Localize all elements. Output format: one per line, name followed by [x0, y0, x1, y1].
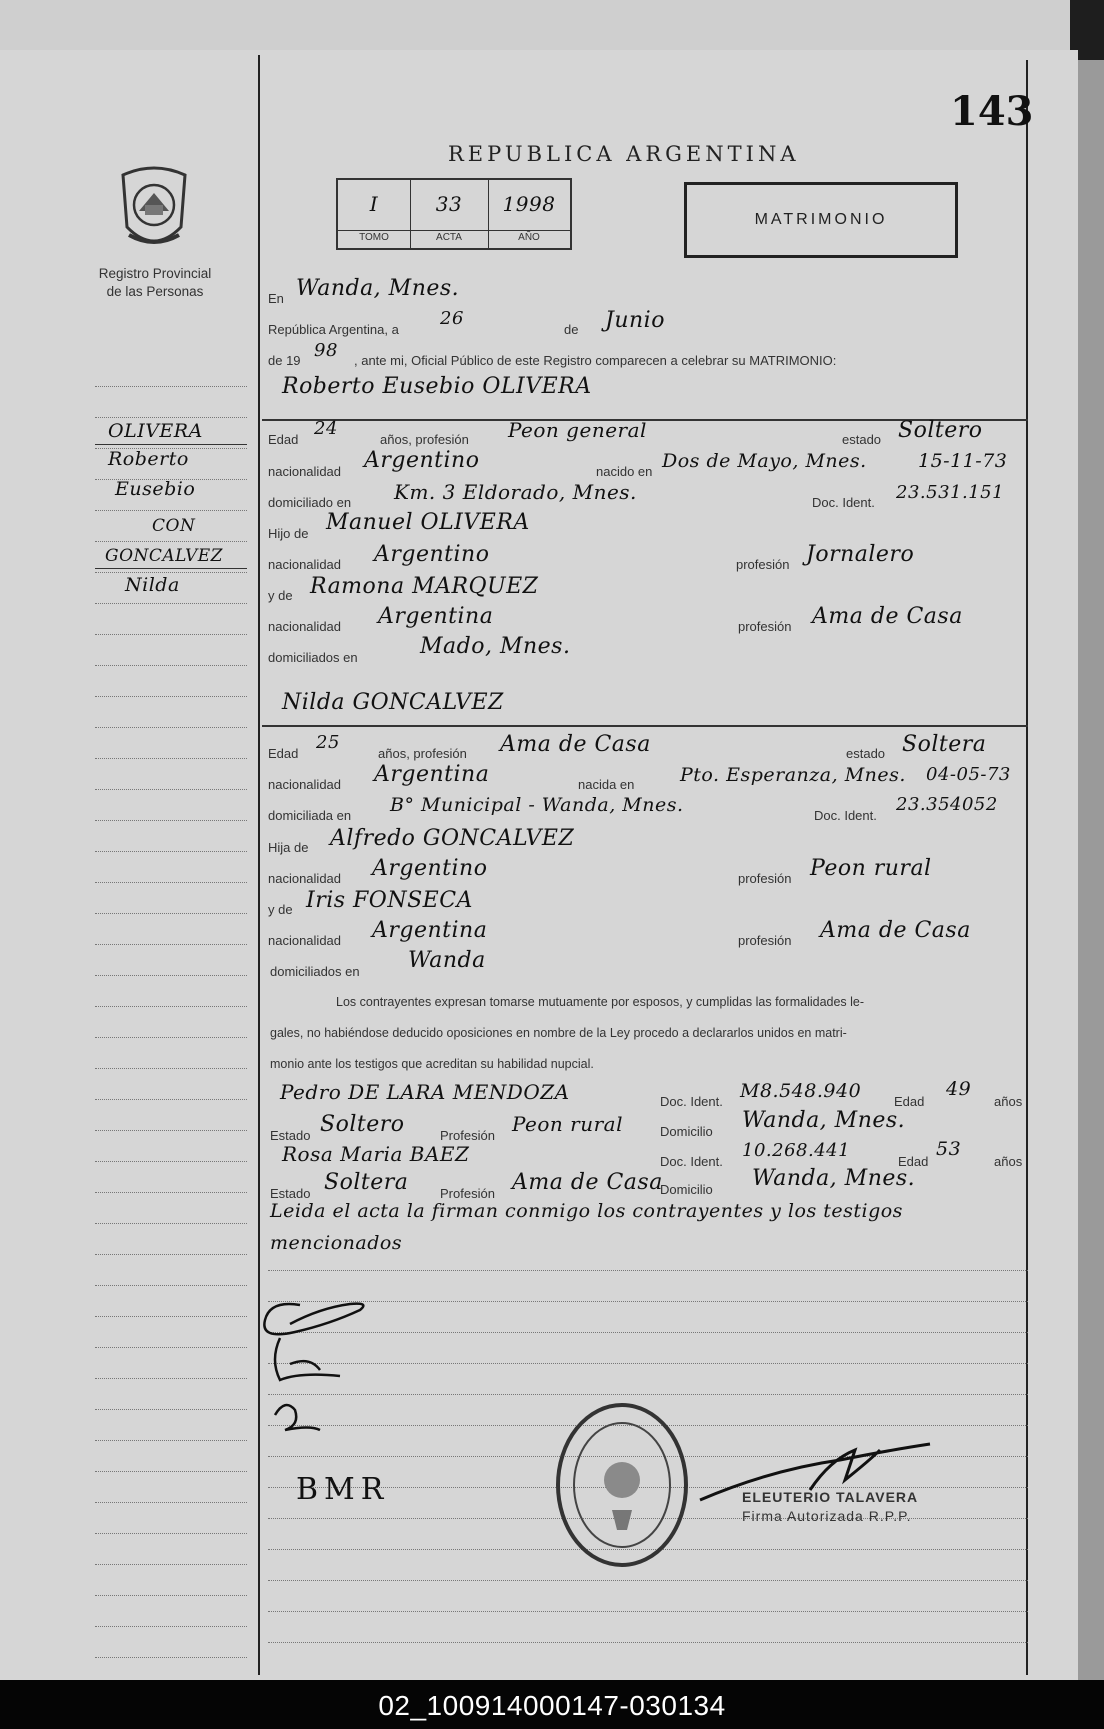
margin-ruled-line [95, 1316, 247, 1317]
year-suffix: 98 [314, 340, 338, 361]
party-signatures [250, 1280, 410, 1480]
groom-mother: Ramona MARQUEZ [310, 574, 539, 599]
witness1-doc: M8.548.940 [740, 1080, 862, 1102]
groom-parents-domicile: Mado, Mnes. [420, 634, 571, 659]
witness-estado-label: Estado [270, 1186, 311, 1201]
body-ruled-line [268, 1580, 1028, 1581]
doc-ident-label: Doc. Ident. [814, 808, 877, 823]
witness1-civil-status: Soltero [320, 1112, 405, 1137]
margin-ruled-line [95, 665, 247, 666]
year-label: de 19 [268, 353, 301, 368]
groom-name: Roberto Eusebio OLIVERA [282, 374, 592, 399]
hija-de-label: Hija de [268, 840, 309, 855]
witness-anos-label: años [994, 1154, 1023, 1169]
margin-ruled-line [95, 820, 247, 821]
margin-ruled-line [95, 1006, 247, 1007]
nacionalidad-label: nacionalidad [268, 464, 342, 479]
margin-ruled-line [95, 1068, 247, 1069]
acta-label: ACTA [436, 232, 462, 243]
initials-signature: BMR [296, 1472, 390, 1507]
officer-name: ELEUTERIO TALAVERA [742, 1489, 919, 1505]
right-rule [1026, 60, 1028, 1675]
page-edge-shadow [1078, 60, 1104, 1680]
margin-underline [95, 444, 247, 445]
record-type-box [684, 182, 958, 258]
witness-domicilio-label: Domicilio [660, 1182, 713, 1197]
margin-ruled-line [95, 1471, 247, 1472]
father-nacionalidad-label: nacionalidad [268, 871, 342, 886]
declaration-line-2: gales, no habiéndose deducido oposiciones en nombre de la Ley procedo a declararlos unidos en matri- [270, 1026, 847, 1040]
edad-label: Edad [268, 746, 299, 761]
father-profesion-label: profesión [736, 557, 790, 572]
officer-signature [690, 1430, 990, 1520]
bride-father-nationality: Argentino [372, 856, 488, 881]
margin-ruled-line [95, 1223, 247, 1224]
margin-ruled-line [95, 913, 247, 914]
groom-father: Manuel OLIVERA [326, 510, 530, 535]
official-stamp [552, 1400, 692, 1570]
doc-ident-label: Doc. Ident. [812, 495, 875, 510]
domiciliado-label: domiciliado en [268, 495, 352, 510]
record-type: MATRIMONIO [754, 211, 888, 228]
margin-ruled-line [95, 1130, 247, 1131]
tomo-label: TOMO [359, 232, 389, 243]
margin-ruled-line [95, 1254, 247, 1255]
witness1-name: Pedro DE LARA MENDOZA [280, 1080, 570, 1104]
groom-profession: Peon general [508, 418, 647, 442]
witness1-domicile: Wanda, Mnes. [742, 1108, 906, 1133]
bride-mother: Iris FONSECA [306, 888, 473, 913]
margin-ruled-line [95, 1378, 247, 1379]
country-title: REPUBLICA ARGENTINA [448, 142, 800, 166]
tomo-value: I [369, 192, 379, 216]
ano-value: 1998 [502, 192, 556, 216]
bride-domicile: B° Municipal - Wanda, Mnes. [390, 794, 684, 816]
place-value: Wanda, Mnes. [296, 276, 460, 301]
groom-birthplace: Dos de Mayo, Mnes. [662, 450, 867, 472]
margin-underline [95, 568, 247, 569]
section-rule [262, 725, 1028, 727]
margin-ruled-line [95, 944, 247, 945]
officer-title: Firma Autorizada R.P.P. [742, 1508, 912, 1524]
bride-civil-status: Soltera [902, 732, 987, 757]
margin-ruled-line [95, 1347, 247, 1348]
groom-nationality: Argentino [364, 448, 480, 473]
record-box-label-rule [338, 230, 570, 231]
margin-ruled-line [95, 975, 247, 976]
anos-profesion-label: años, profesión [378, 746, 467, 761]
witness2-age: 53 [936, 1138, 962, 1160]
margin-middle-name: Eusebio [115, 478, 196, 500]
margin-ruled-line [95, 1564, 247, 1565]
margin-ruled-line [95, 1285, 247, 1286]
closing-line-2: mencionados [270, 1232, 403, 1254]
margin-first-name: Roberto [108, 448, 189, 470]
witness-doc-label: Doc. Ident. [660, 1154, 723, 1169]
registry-line-1: Registro Provincial [98, 266, 212, 281]
nacionalidad-label: nacionalidad [268, 777, 342, 792]
hijo-de-label: Hijo de [268, 526, 309, 541]
margin-bride-surname: GONCALVEZ [105, 546, 223, 566]
groom-domicile: Km. 3 Eldorado, Mnes. [394, 480, 637, 504]
groom-father-nationality: Argentino [374, 542, 490, 567]
body-ruled-line [268, 1270, 1028, 1271]
witness2-domicile: Wanda, Mnes. [752, 1166, 916, 1191]
margin-ruled-line [95, 1037, 247, 1038]
mother-nacionalidad-label: nacionalidad [268, 619, 342, 634]
bride-father: Alfredo GONCALVEZ [330, 826, 575, 851]
margin-ruled-line [95, 1099, 247, 1100]
declaration-line-3: monio ante los testigos que acreditan su habilidad nupcial. [270, 1057, 594, 1071]
witness-anos-label: años [994, 1094, 1023, 1109]
witness-doc-label: Doc. Ident. [660, 1094, 723, 1109]
groom-father-profession: Jornalero [806, 542, 915, 567]
en-label: En [268, 291, 284, 306]
anos-profesion-label: años, profesión [380, 432, 469, 447]
registry-line-2: de las Personas [106, 284, 204, 299]
y-de-label: y de [268, 902, 293, 917]
witness-estado-label: Estado [270, 1128, 311, 1143]
de-label: de [564, 322, 579, 337]
groom-mother-profession: Ama de Casa [812, 604, 963, 629]
groom-birthdate: 15-11-73 [918, 450, 1008, 472]
margin-ruled-line [95, 727, 247, 728]
margin-ruled-line [95, 789, 247, 790]
margin-ruled-line [95, 882, 247, 883]
margin-ruled-line [95, 386, 247, 387]
witness2-name: Rosa Maria BAEZ [282, 1142, 470, 1166]
groom-civil-status: Soltero [898, 418, 983, 443]
bride-parents-domicile: Wanda [408, 948, 486, 973]
acta-value: 33 [435, 192, 463, 216]
witness1-age: 49 [946, 1078, 972, 1100]
provincial-seal-emblem [115, 165, 193, 255]
statement-text: , ante mi, Oficial Público de este Registro comparecen a celebrar su MATRIMONIO: [354, 353, 837, 368]
edad-label: Edad [268, 432, 299, 447]
margin-ruled-line [95, 1440, 247, 1441]
groom-age: 24 [314, 418, 338, 439]
father-profesion-label: profesión [738, 871, 792, 886]
margin-ruled-line [95, 634, 247, 635]
witness-edad-label: Edad [898, 1154, 929, 1169]
margin-ruled-line [95, 851, 247, 852]
margin-ruled-line [95, 758, 247, 759]
witness2-doc: 10.268.441 [742, 1140, 851, 1161]
bride-profession: Ama de Casa [500, 732, 651, 757]
closing-line-1: Leida el acta la firman conmigo los contrayentes y los testigos [270, 1200, 903, 1222]
y-de-label: y de [268, 588, 293, 603]
margin-ruled-line [95, 603, 247, 604]
margin-ruled-line [95, 541, 247, 542]
margin-bride-name: Nilda [125, 574, 180, 596]
nacida-label: nacida en [578, 777, 635, 792]
month-value: Junio [605, 308, 665, 333]
domiciliada-label: domiciliada en [268, 808, 352, 823]
day-value: 26 [440, 308, 464, 329]
declaration-line-1: Los contrayentes expresan tomarse mutuamente por esposos, y cumplidas las formalidades le- [336, 995, 865, 1009]
witness-edad-label: Edad [894, 1094, 925, 1109]
record-number-box [336, 178, 572, 250]
bride-birthdate: 04-05-73 [926, 764, 1011, 785]
republica-label: República Argentina, a [268, 322, 399, 337]
mother-profesion-label: profesión [738, 619, 792, 634]
margin-surname: OLIVERA [108, 420, 203, 442]
witness-profesion-label: Profesión [440, 1186, 495, 1201]
margin-ruled-line [95, 1409, 247, 1410]
bride-father-profession: Peon rural [810, 856, 932, 881]
bride-mother-profession: Ama de Casa [820, 918, 971, 943]
witness-profesion-label: Profesión [440, 1128, 495, 1143]
father-nacionalidad-label: nacionalidad [268, 557, 342, 572]
margin-ruled-line [95, 1533, 247, 1534]
scan-id: 02_100914000147-030134 [378, 1690, 726, 1721]
bride-nationality: Argentina [374, 762, 490, 787]
witness2-profession: Ama de Casa [512, 1170, 663, 1195]
bride-age: 25 [316, 732, 340, 753]
margin-ruled-line [95, 696, 247, 697]
margin-ruled-line [95, 572, 247, 573]
mother-profesion-label: profesión [738, 933, 792, 948]
body-ruled-line [268, 1642, 1028, 1643]
margin-ruled-line [95, 417, 247, 418]
estado-label: estado [846, 746, 886, 761]
bride-mother-nationality: Argentina [372, 918, 488, 943]
groom-mother-nationality: Argentina [378, 604, 494, 629]
body-ruled-line [268, 1611, 1028, 1612]
page-number: 143 [950, 88, 1034, 135]
margin-ruled-line [95, 1657, 247, 1658]
register-page [0, 50, 1078, 1680]
nacido-label: nacido en [596, 464, 653, 479]
estado-label: estado [842, 432, 882, 447]
margin-ruled-line [95, 1502, 247, 1503]
margin-ruled-line [95, 1626, 247, 1627]
margin-con: CON [152, 516, 196, 536]
witness-domicilio-label: Domicilio [660, 1124, 713, 1139]
witness2-civil-status: Soltera [324, 1170, 409, 1195]
groom-doc: 23.531.151 [896, 482, 1005, 503]
bride-name: Nilda GONCALVEZ [282, 690, 504, 715]
margin-ruled-line [95, 510, 247, 511]
margin-ruled-line [95, 1161, 247, 1162]
domiciliados-label: domiciliados en [270, 964, 360, 979]
witness1-profession: Peon rural [512, 1112, 623, 1136]
margin-ruled-line [95, 1595, 247, 1596]
mother-nacionalidad-label: nacionalidad [268, 933, 342, 948]
margin-ruled-line [95, 1192, 247, 1193]
bride-birthplace: Pto. Esperanza, Mnes. [680, 764, 906, 786]
ano-label: AÑO [518, 232, 540, 243]
bride-doc: 23.354052 [896, 794, 998, 815]
domiciliados-label: domiciliados en [268, 650, 358, 665]
